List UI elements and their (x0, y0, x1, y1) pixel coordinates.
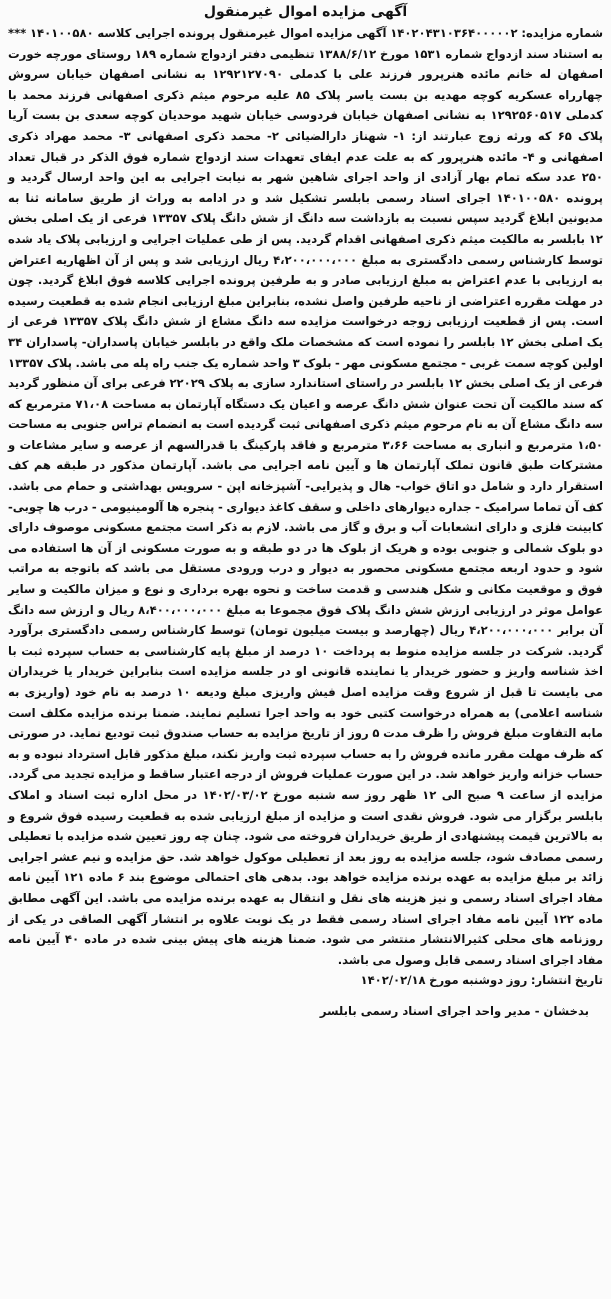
notice-body-text: شماره مزایده: ۱۴۰۲۰۴۳۱۰۳۶۴۰۰۰۰۰۲ آگهی مزایده اموال غیرمنقول پرونده اجرایی کلاسه ۱۴۰۱۰۰۵۸۰ *** به استناد سند ازدواج شماره ۱۵۳۱ مورخ ۱۳۸۸/۶/۱۲ تنظیمی دفتر ازدواج شماره ۱۸۹ روستای مورچه خورت اصفهان له خانم مائده هنرپرور فرزند علی با کدملی ۱۲۹۲۱۲۷۰۹۰ به نشانی اصفهان خیابان سروش چهارراه عسکریه کوچه مهدیه بن بست یاسر پلاک ۸۵ علیه مرحوم میثم ذکری اصفهانی فرزند محمد با کدملی ۱۲۹۲۵۶۰۵۱۷ به نشانی اصفهان خیابان فردوسی خیابان شهید موحدیان کوچه سعدی بن بست آریا پلاک ۶۵ که ورثه زوج عبارتند از: ۱- شهناز دارالضیائی ۲- محمد ذکری اصفهانی ۳- محمد مهراد ذکری اصفهانی و ۴- مائده هنرپرور که به علت عدم ایفای تعهدات سند ازدواج شماره فوق الذکر در قبال تعداد ۲۵۰ عدد سکه تمام بهار آزادی از واحد اجرای شاهین شهر به نیابت اجرایی به این واحد ارسال گردید و پرونده ۱۴۰۱۰۰۵۸۰ اجرای اسناد رسمی بابلسر تشکیل شد و در ادامه به وراث از طریق سامانه ثنا به مدیونین ابلاغ گردید سپس نسبت به بازداشت سه دانگ از شش دانگ پلاک ۱۳۳۵۷ فرعی از یک اصلی بخش ۱۲ بابلسر به مالکیت میثم ذکری اصفهانی اقدام گردید. پس از طی عملیات اجرایی و ارزیابی پلاک یاد شده توسط کارشناس رسمی دادگستری به مبلغ ۴،۲۰۰،۰۰۰،۰۰۰ ریال ارزیابی شد و پس از آن اظهاریه اعتراض به ارزیابی با عدم اعتراض به مبلغ ارزیابی صادر و به طرفین پرونده اجرایی کلاسه فوق ابلاغ گردید. چون در مهلت مقرره اعتراضی از ناحیه طرفین واصل نشده، بنابراین مبلغ ارزیابی انجام شده به قطعیت رسیده است. پس از قطعیت ارزیابی زوجه درخواست مزایده سه دانگ مشاع از شش دانگ پلاک ۱۳۳۵۷ فرعی از یک اصلی بخش ۱۲ بابلسر را نموده است که مشخصات ملک واقع در بابلسر خیابان پاسداران- پاسداران ۳۴ اولین کوچه سمت غربی - مجتمع مسکونی مهر - بلوک ۳ واحد شماره یک جنب راه پله می باشد. پلاک ۱۳۳۵۷ فرعی از یک اصلی بخش ۱۲ بابلسر در راستای استاندارد سازی به پلاک ۲۲۰۲۹ فرعی برای آن منظور گردید که سند مالکیت آن تحت عنوان شش دانگ عرصه و اعیان یک دستگاه آپارتمان به مساحت ۷۱،۰۸ مترمربع که سه دانگ مشاع آن به نام مرحوم میثم ذکری اصفهانی ثبت گردیده است به انضمام تراس جنوبی به مساحت ۱،۵۰ مترمربع و انباری به مساحت ۳،۶۶ مترمربع و فاقد پارکینگ با قدرالسهم از عرصه و سایر مشاعات و مشترکات طبق قانون تملک آپارتمان ها و آیین نامه اجرایی می باشد. آپارتمان مذکور در طبقه هم کف استقرار دارد و شامل دو اتاق خواب- هال و پذیرایی- آشپزخانه اپن - سرویس بهداشتی و حمام می باشد. کف آن تماما سرامیک - جداره دیوارهای داخلی و سقف کاغذ دیواری - پنجره ها آلومینیومی - درب ها چوبی- کابینت فلزی و دارای انشعابات آب و برق و گاز می باشد. لازم به ذکر است مجتمع مسکونی موصوف دارای دو بلوک شمالی و جنوبی بوده و هریک از بلوک ها در دو طبقه و به صورت مسکونی از آن ها استفاده می شود و حدود اربعه مجتمع مسکونی محصور به دیوار و درب ورودی مستقل می باشد که باتوجه به مراتب فوق و موقعیت مکانی و شکل هندسی و قدمت ساخت و نحوه بهره برداری و نوع و میزان مالکیت و سایر عوامل موثر در ارزیابی ارزش شش دانگ پلاک فوق مجموعا به مبلغ ۸،۴۰۰،۰۰۰،۰۰۰ ریال و ارزش سه دانگ آن برابر ۴،۲۰۰،۰۰۰،۰۰۰ ریال (چهارصد و بیست میلیون تومان) توسط کارشناس رسمی دادگستری برآورد گردید. شرکت در جلسه مزایده منوط به پرداخت ۱۰ درصد از مبلغ پایه کارشناسی به حساب سپرده ثبت با اخذ شناسه واریز و حضور خریدار یا نماینده قانونی او در جلسه مزایده است بنابراین خریدار یا خریداران می بایست تا قبل از شروع وقت مزایده اصل فیش واریزی مبلغ ودیعه ۱۰ درصد به نام خود (واریزی به شناسه اعلامی) به همراه درخواست کتبی خود به واحد اجرا تسلیم نمایند. ضمنا برنده مزایده مکلف است مابه التفاوت مبلغ فروش را ظرف مدت ۵ روز از تاریخ مزایده به حساب صندوق ثبت تودیع نماید. در صورتی که ظرف مهلت مقرر مانده فروش را به حساب سپرده ثبت واریز نکند، مبلغ مذکور قابل استرداد نبوده و به حساب خزانه واریز خواهد شد. در این صورت عملیات فروش از درجه اعتبار ساقط و مزایده تجدید می گردد. مزایده از ساعت ۹ صبح الی ۱۲ ظهر روز سه شنبه مورخ ۱۴۰۲/۰۳/۰۲ در محل اداره ثبت اسناد و املاک بابلسر برگزار می شود. فروش نقدی است و مزایده از مبلغ ارزیابی شده به قطعیت رسیده فوق شروع و به بالاترین قیمت پیشنهادی از طریق خریداران فروخته می شود. چنان چه روز تعیین شده مزایده با تعطیلی رسمی مصادف شود، جلسه مزایده به روز بعد از تعطیلی موکول خواهد شد. حق مزایده و نیم عشر اجرایی زائد بر مبلغ مزایده به عهده برنده مزایده خواهد بود. بدهی های احتمالی موضوع بند ۶ ماده ۱۲۱ آیین نامه مفاد اجرای اسناد رسمی و نیز هزینه های نقل و انتقال به عهده برنده مزایده می باشد. این آگهی مطابق ماده ۱۲۲ آیین نامه مفاد اجرای اسناد رسمی فقط در یک نوبت علاوه بر انتشار آگهی الصاقی در یکی از روزنامه های محلی کثیرالانتشار منتشر می شود. ضمنا هزینه های پیش بینی شده در ماده ۴۰ آیین نامه مفاد اجرای اسناد رسمی قابل وصول می باشد. (8, 26, 604, 967)
notice-signature: بدخشان - مدیر واحد اجرای اسناد رسمی بابلسر (319, 1003, 589, 1018)
notice-title: آگهی مزایده اموال غیرمنقول (203, 4, 408, 20)
notice-body (8, 23, 603, 991)
publish-date: تاریخ انتشار: روز دوشنبه مورخ ۱۴۰۲/۰۲/۱۸ (360, 973, 603, 988)
